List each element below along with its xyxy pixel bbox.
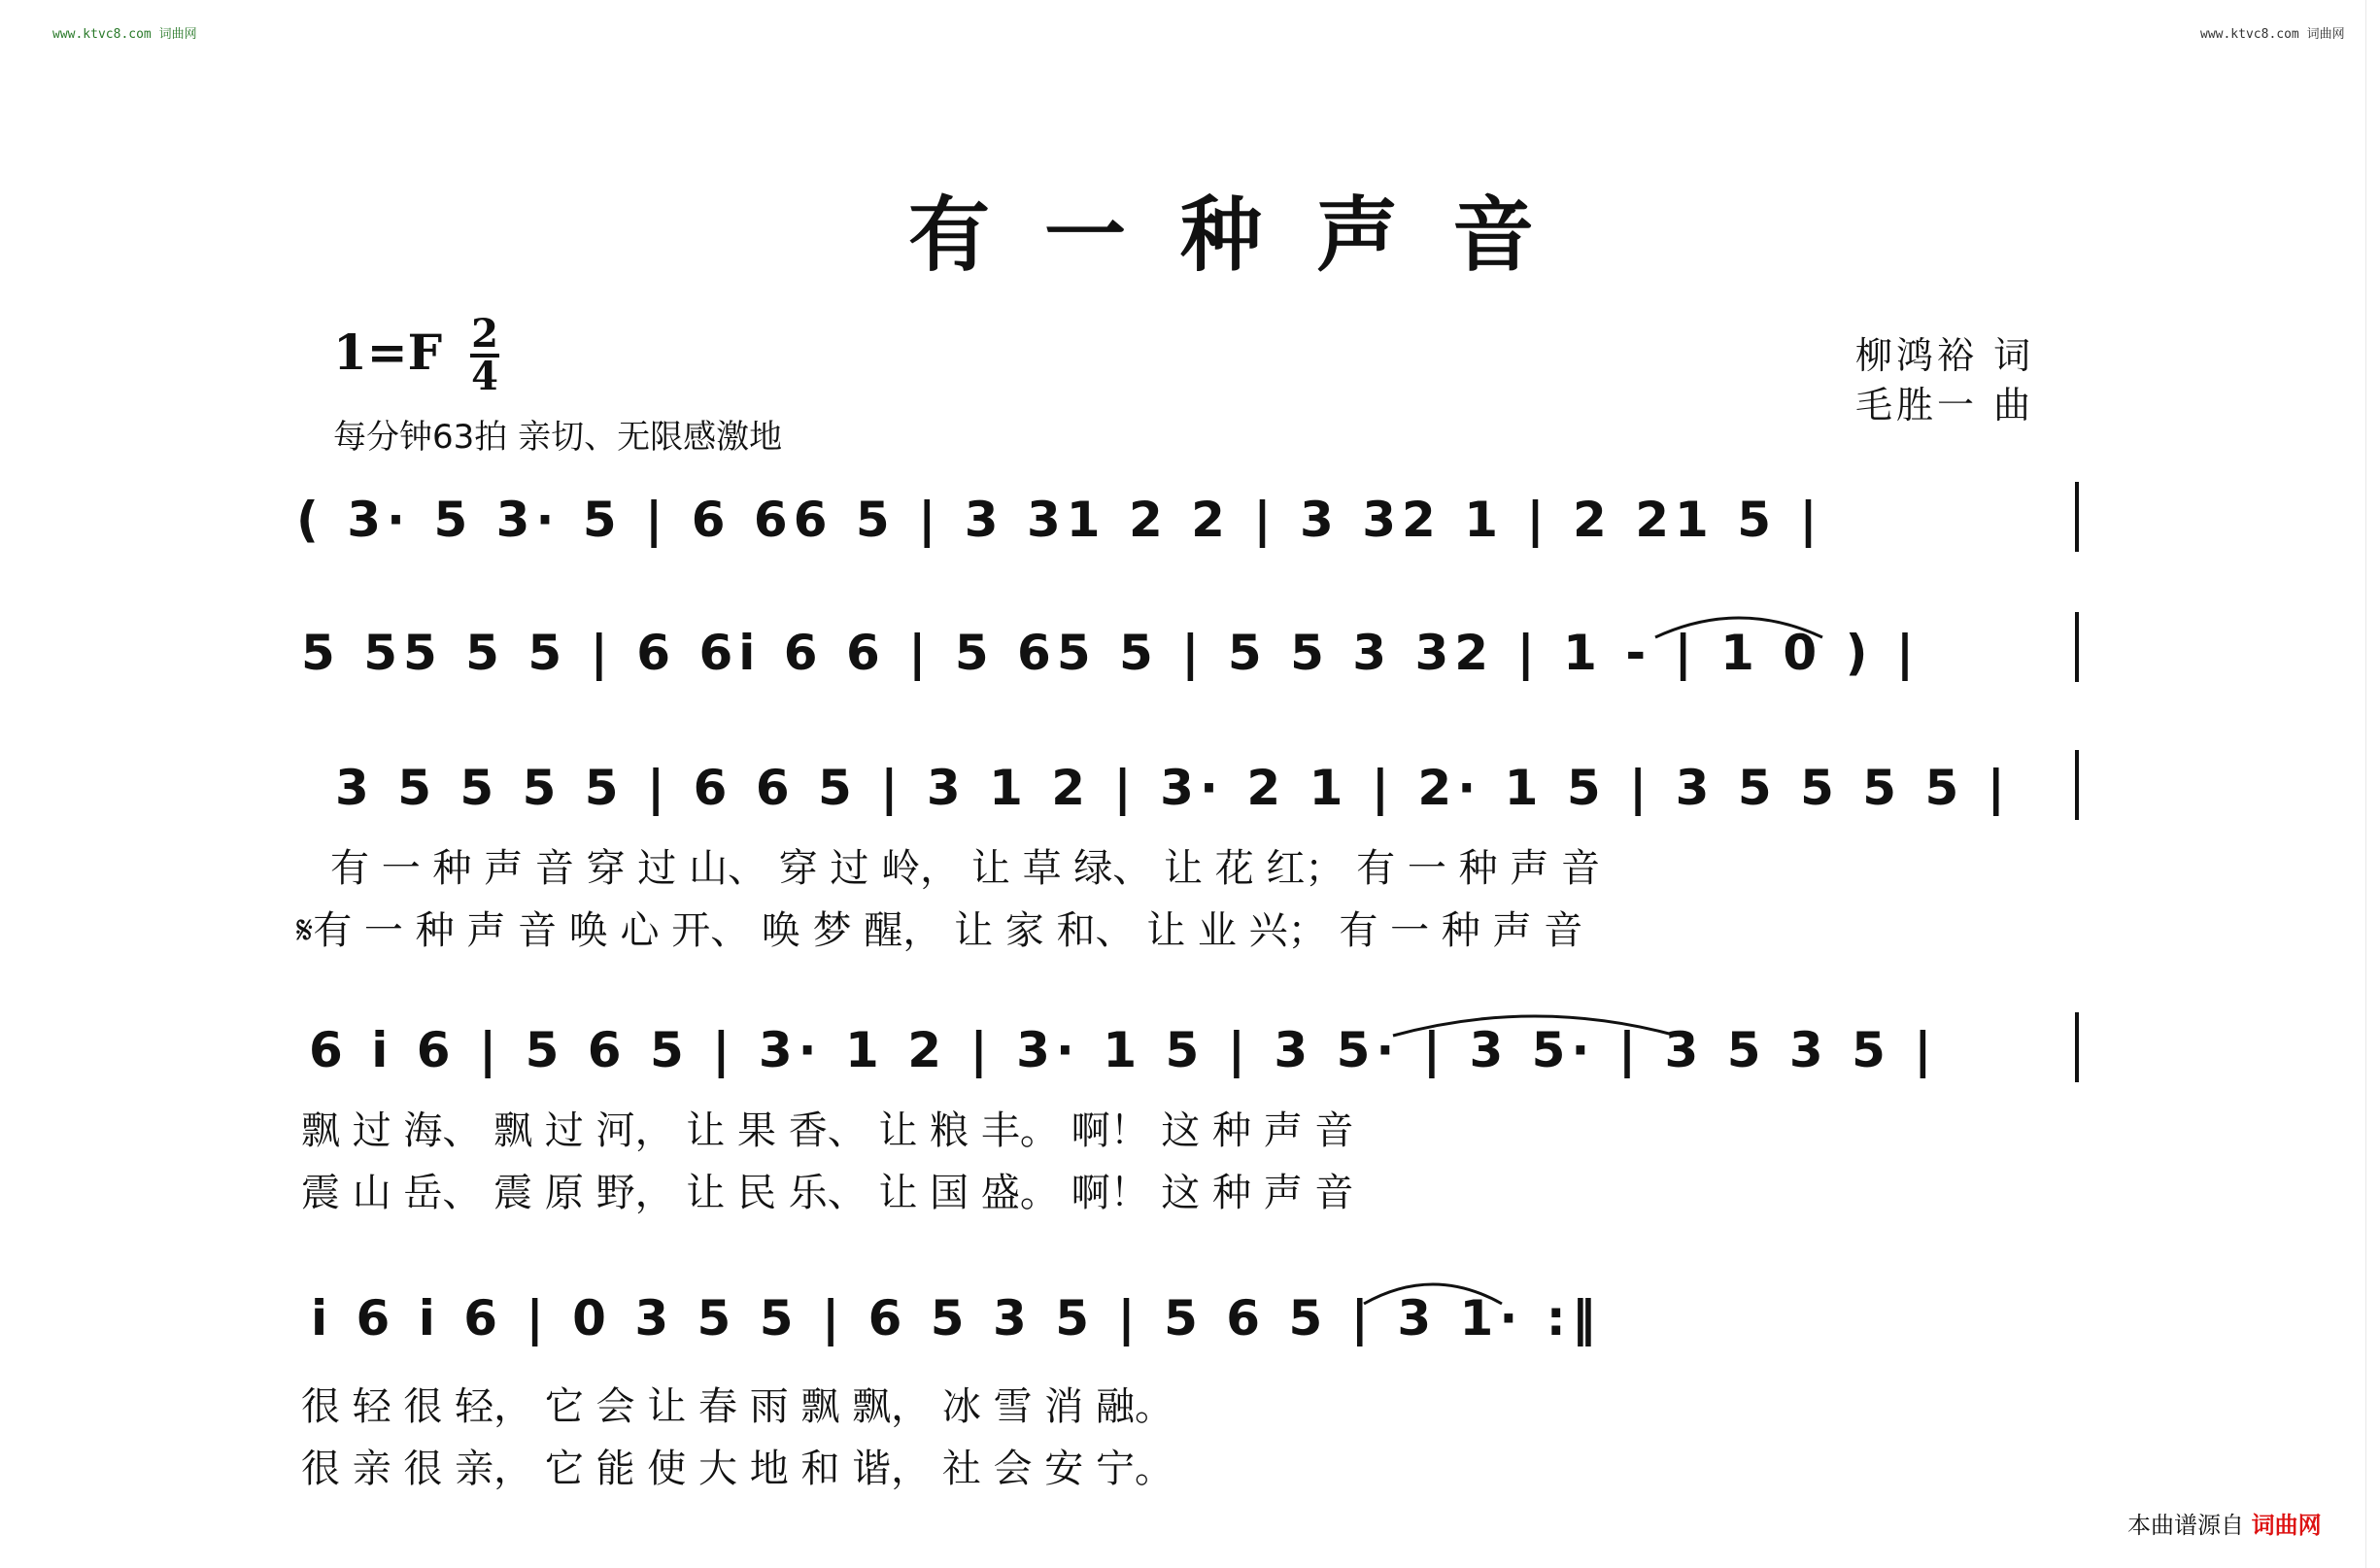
system-4-lyrics-verse-1: 飘 过 海、 飘 过 河， 让 果 香、 让 粮 丰。 啊！ 这 种 声 音 — [301, 1108, 1354, 1153]
system-5-notes: i 6 i 6 | 0 3 5 5 | 6 5 3 5 | 5 6 5 | 3 1· :‖ — [311, 1290, 1602, 1346]
system-3-lyrics-verse-1: 有 一 种 声 音 穿 过 山、 穿 过 岭， 让 草 绿、 让 花 红； 有 一 种 声 音 — [330, 846, 1601, 891]
system-2-end-barline — [2075, 612, 2079, 682]
watermark-right: www.ktvc8.com 词曲网 — [2200, 27, 2345, 42]
watermark-left: www.ktvc8.com 词曲网 — [52, 27, 197, 42]
system-3-notes: 3 5 5 5 5 | 6 6 5 | 3 1 2 | 3· 2 1 | 2· 1 5 | 3 5 5 5 5 | — [335, 760, 2011, 816]
system-3-end-barline — [2075, 750, 2079, 820]
tie-arc-system-5 — [1360, 1269, 1506, 1308]
source-brand-link[interactable]: 词曲网 — [2251, 1512, 2322, 1539]
left-margin-strip — [0, 0, 14, 1568]
system-3-lyrics-verse-2: 𝄋有 一 种 声 音 唤 心 开、 唤 梦 醒， 让 家 和、 让 业 兴； 有 一 种 声 音 — [296, 908, 1583, 953]
source-note — [2127, 1506, 2322, 1540]
tie-arc-system-4 — [1389, 1001, 1681, 1040]
system-4-notes: 6 i 6 | 5 6 5 | 3· 1 2 | 3· 1 5 | 3 5· | 3 5· | 3 5 3 5 | — [309, 1022, 1938, 1078]
time-signature-bottom: 4 — [471, 354, 498, 399]
composer-credit: 毛胜一 曲 — [1855, 384, 2035, 426]
system-4-end-barline — [2075, 1012, 2079, 1082]
system-4-lyrics-verse-2: 震 山 岳、 震 原 野， 让 民 乐、 让 国 盛。 啊！ 这 种 声 音 — [301, 1171, 1354, 1215]
lyricist-credit: 柳鸿裕 词 — [1855, 334, 2035, 377]
time-signature — [470, 311, 499, 399]
system-5-lyrics-verse-2: 很 亲 很 亲， 它 能 使 大 地 和 谐， 社 会 安 宁。 — [301, 1447, 1174, 1491]
system-2-notes: 5 55 5 5 | 6 6i 6 6 | 5 65 5 | 5 5 3 32 | 1 - | 1 0 ) | — [301, 625, 1921, 681]
system-1-end-barline — [2075, 482, 2079, 552]
tempo-marking: 每分钟63拍 亲切、无限感激地 — [333, 418, 783, 457]
system-5-lyrics-verse-1: 很 轻 很 轻， 它 会 让 春 雨 飘 飘， 冰 雪 消 融。 — [301, 1384, 1174, 1429]
score-title: 有一种声音 — [908, 187, 1589, 283]
tie-arc-system-2 — [1651, 602, 1826, 641]
time-signature-top: 2 — [471, 311, 498, 357]
system-1-notes: ( 3· 5 3· 5 | 6 66 5 | 3 31 2 2 | 3 32 1 | 2 21 5 | — [296, 492, 1823, 548]
source-label: 本曲谱源自 — [2127, 1512, 2244, 1539]
key-signature: 1=F — [333, 324, 443, 381]
right-margin-strip — [2365, 0, 2380, 1568]
